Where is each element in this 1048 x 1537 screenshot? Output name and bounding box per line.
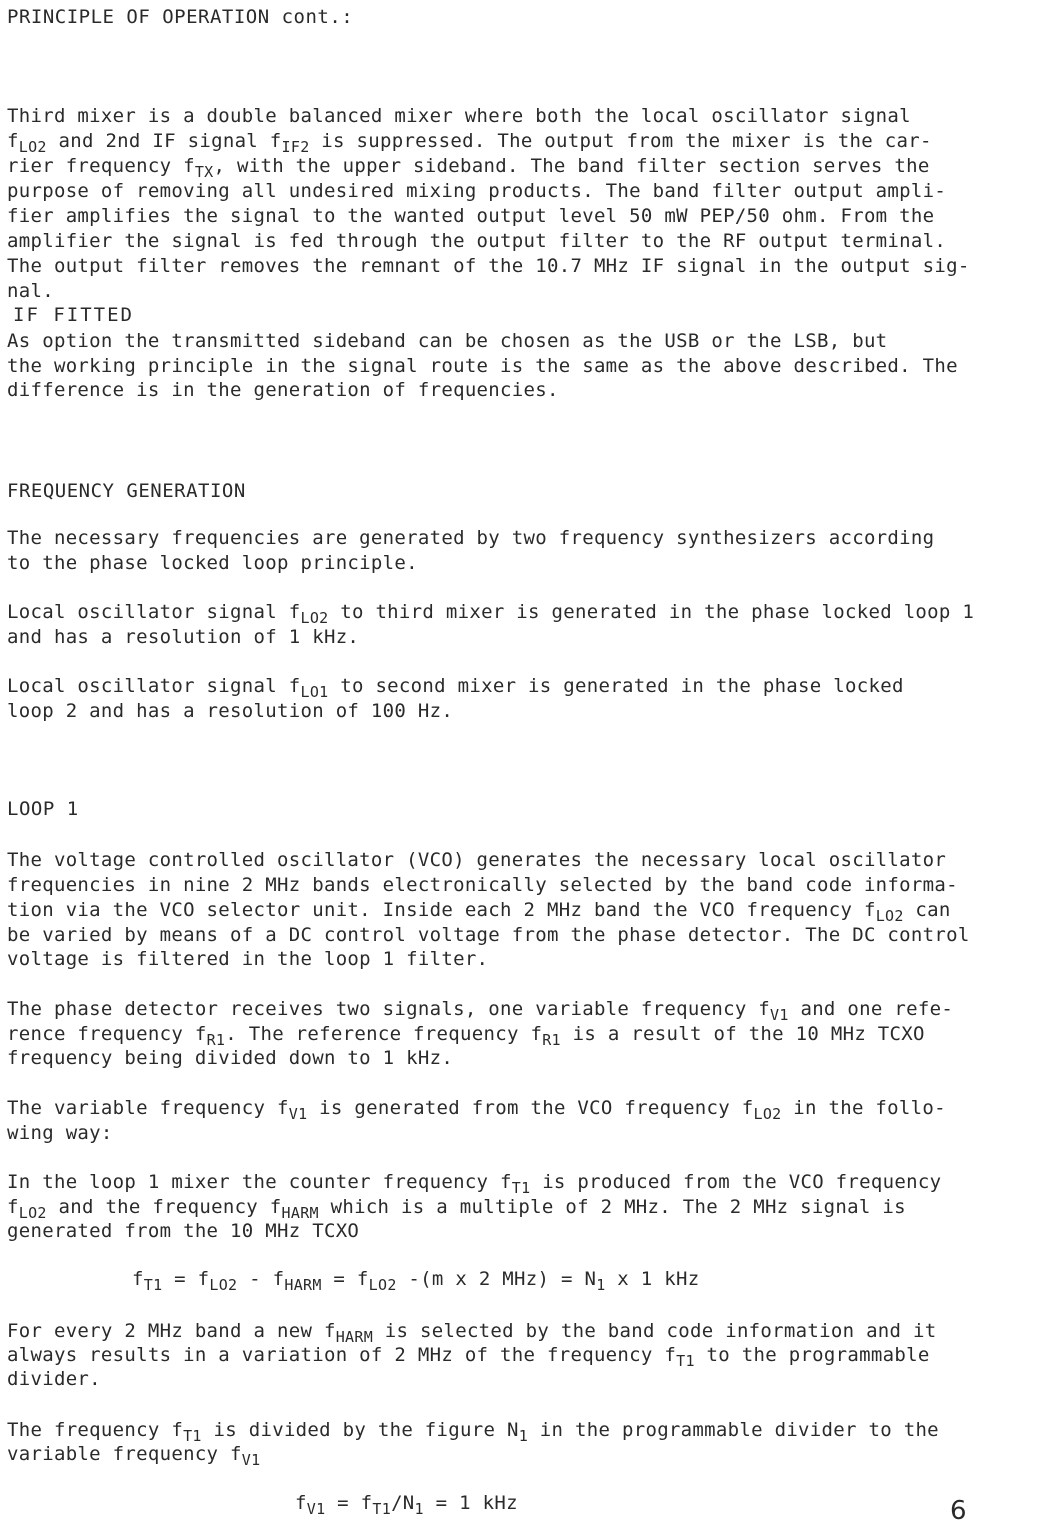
text-line: wing way: — [7, 1122, 113, 1144]
text-line: The necessary frequencies are generated by two frequency synthesizers according — [7, 527, 935, 549]
text-line: The phase detector receives two signals, one variable frequency $f_{V1}$ and one refe- — [7, 998, 954, 1024]
text-line: As option the transmitted sideband can be chosen as the USB or the LSB, but — [7, 330, 888, 352]
text-line: always results in a variation of 2 MHz of the frequency $f_{T1}$ to the programmable — [7, 1344, 930, 1370]
if-fitted-heading: IF FITTED — [13, 304, 134, 326]
text-line: The voltage controlled oscillator (VCO) generates the necessary local oscillator — [7, 849, 947, 871]
text-line: amplifier the signal is fed through the output filter to the RF output terminal. — [7, 230, 947, 252]
text-line: difference is in the generation of frequencies. — [7, 379, 559, 401]
equation-fv1: $f_{V1} = f_{T1}/N_1 = 1$ kHz — [295, 1492, 518, 1518]
text-line: In the loop 1 mixer the counter frequency $f_{T1}$ is produced from the VCO frequency — [7, 1171, 942, 1197]
text-line: purpose of removing all undesired mixing products. The band filter output ampli- — [7, 180, 947, 202]
equation-ft1: $f_{T1} = f_{LO2} - f_{HARM} = f_{LO2}$ -(m x 2 $MHz) = N_1$ x 1 kHz — [132, 1268, 700, 1294]
text-line: tion via the VCO selector unit. Inside each 2 MHz band the VCO frequency $f_{LO2}$ can — [7, 899, 951, 925]
text-line: nal. — [7, 280, 54, 302]
text-line: For every 2 MHz band a new $f_{HARM}$ is selected by the band code information and it — [7, 1320, 937, 1346]
text-line: $f_{LO2}$ and 2nd IF signal $f_{IF2}$ is suppressed. The output from the mixer is the car- — [7, 130, 932, 156]
text-line: rier frequency $f_{TX}$, with the upper sideband. The band filter section serves the — [7, 155, 930, 181]
text-line: Local oscillator signal $f_{LO2}$ to third mixer is generated in the phase locked loop 1 — [7, 601, 975, 627]
text-line: frequencies in nine 2 MHz bands electronically selected by the band code informa- — [7, 874, 958, 896]
text-line: fier amplifies the signal to the wanted output level 50 mW PEP/50 ohm. From the — [7, 205, 935, 227]
text-line: the working principle in the signal route is the same as the above described. The — [7, 355, 958, 377]
page-number: 6 — [950, 1496, 967, 1526]
section-heading: LOOP 1 — [7, 798, 79, 820]
text-line: Local oscillator signal $f_{LO1}$ to second mixer is generated in the phase locked — [7, 675, 904, 701]
section-heading: FREQUENCY GENERATION — [7, 480, 246, 502]
text-line: loop 2 and has a resolution of 100 Hz. — [7, 700, 454, 722]
text-line: Third mixer is a double balanced mixer where both the local oscillator signal — [7, 105, 911, 127]
text-line: variable frequency $f_{V1}$ — [7, 1443, 261, 1469]
text-line: The frequency $f_{T1}$ is divided by the figure $N_1$ in the programmable divider to the — [7, 1419, 939, 1445]
text-line: and has a resolution of 1 kHz. — [7, 626, 360, 648]
page-header: PRINCIPLE OF OPERATION cont.: — [7, 6, 354, 28]
text-line: be varied by means of a DC control voltage from the phase detector. The DC control — [7, 924, 970, 946]
text-line: The variable frequency $f_{V1}$ is generated from the VCO frequency $f_{LO2}$ in the follo- — [7, 1097, 946, 1123]
text-line: voltage is filtered in the loop 1 filter. — [7, 948, 489, 970]
text-line: to the phase locked loop principle. — [7, 552, 418, 574]
text-line: The output filter removes the remnant of the 10.7 MHz IF signal in the output sig- — [7, 255, 970, 277]
text-line: generated from the 10 MHz TCXO — [7, 1220, 360, 1242]
text-line: frequency being divided down to 1 kHz. — [7, 1047, 454, 1069]
text-line: $f_{LO2}$ and the frequency $f_{HARM}$ which is a multiple of 2 MHz. The 2 MHz signal is — [7, 1196, 906, 1222]
text-line: rence frequency $f_{R1}$. The reference frequency $f_{R1}$ is a result of the 10 MHz TCXO — [7, 1023, 925, 1049]
text-line: divider. — [7, 1368, 101, 1390]
